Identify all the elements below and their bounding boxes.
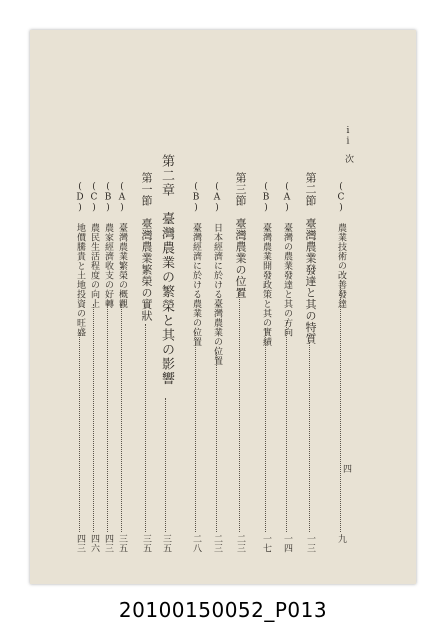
page-number: 四 <box>341 464 351 474</box>
image-caption: 20100150052_P013 <box>118 598 328 622</box>
toc-entry-label: (D) 地價騰貴と土地投資の旺盛 <box>75 182 85 337</box>
toc-section-label: 第三節 臺灣農業の位置 <box>234 172 247 299</box>
toc-entry-label: (C) 農業技術の改善發達 <box>336 182 346 309</box>
toc-section-label: 第一節 臺灣農業繁榮の實狀 <box>140 172 153 322</box>
leader-dots <box>340 280 341 532</box>
toc-entry-page: 九 <box>336 534 346 544</box>
toc-entry-page: 四三 <box>103 534 113 553</box>
page-numeral: ii <box>343 126 353 147</box>
toc-entry-label: (A) 臺灣農業繁榮の概觀 <box>117 182 127 309</box>
toc-entry-page: 四六 <box>89 534 99 553</box>
leader-dots <box>165 398 166 532</box>
leader-dots <box>121 304 122 532</box>
leader-dots <box>93 304 94 532</box>
toc-entry-page: 二八 <box>191 534 201 553</box>
toc-chapter-label: 第二章 臺灣農業の繁榮と其の影響 <box>159 154 174 386</box>
leader-dots <box>239 288 240 532</box>
leader-dots <box>107 304 108 532</box>
toc-entry-label: (A) 臺灣の農業發達と其の方向 <box>282 182 292 337</box>
toc-entry-label: (C) 農民生活程度の向上 <box>89 182 99 309</box>
toc-chapter-page: 三五 <box>161 534 171 553</box>
toc-entry-label: (A) 日本經濟に於ける臺灣農業の位置 <box>212 182 222 366</box>
toc-section-page: 二三 <box>235 534 245 553</box>
leader-dots <box>195 332 196 532</box>
leader-dots <box>79 332 80 532</box>
leader-dots <box>265 328 266 532</box>
leader-dots <box>286 322 287 532</box>
toc-entry-label: (B) 臺灣經濟に於ける農業の位置 <box>191 182 201 347</box>
toc-section-page: 三五 <box>141 534 151 553</box>
book-page <box>30 30 416 584</box>
toc-section-page: 一三 <box>305 534 315 553</box>
leader-dots <box>309 342 310 532</box>
toc-section-label: 第二節 臺灣農業發達と其の特質 <box>304 172 317 345</box>
toc-entry-page: 一七 <box>261 534 271 553</box>
toc-entry-page: 二三 <box>212 534 222 553</box>
toc-entry-label: (B) 臺灣農業開發政策と其の實績 <box>261 182 271 347</box>
leader-dots <box>216 352 217 532</box>
toc-entry-page: 三五 <box>117 534 127 553</box>
toc-entry-page: 四三 <box>75 534 85 553</box>
toc-entry-label: (B) 農家經濟收支の好轉 <box>103 182 113 309</box>
leader-dots <box>145 324 146 532</box>
toc-entry-page: 一四 <box>282 534 292 553</box>
section-header: 次 <box>343 154 353 164</box>
